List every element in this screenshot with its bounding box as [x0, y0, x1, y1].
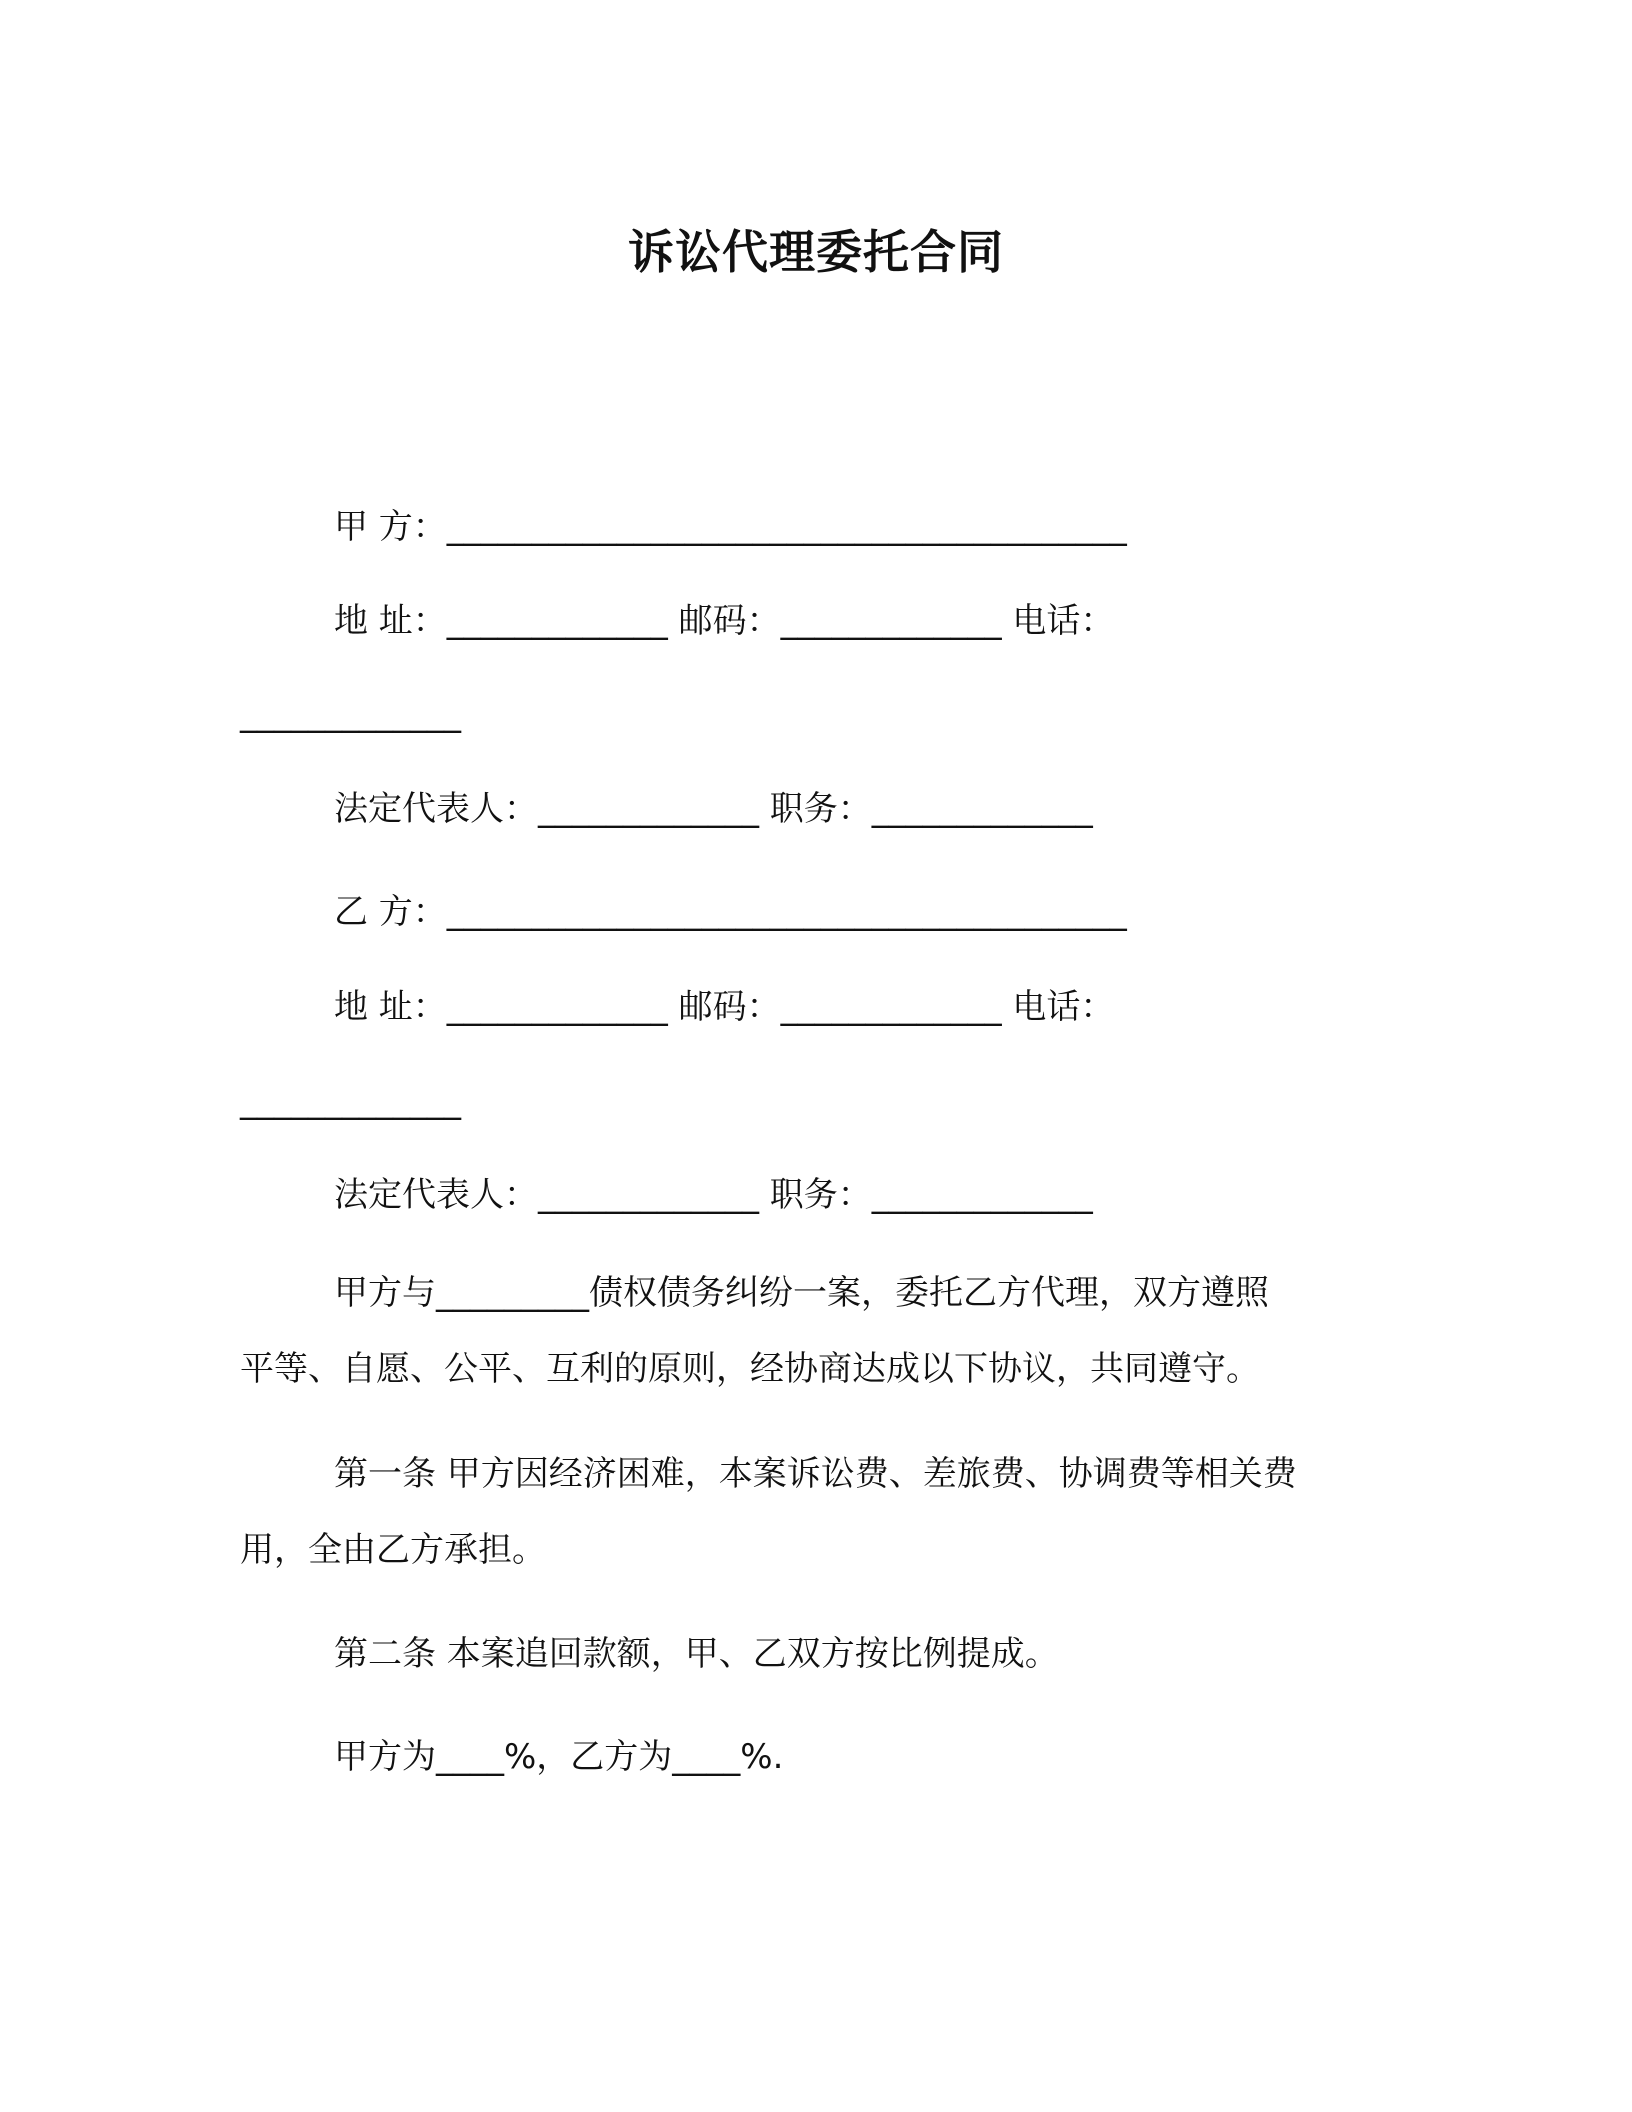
party-a-phone-blank: _____________	[240, 694, 461, 734]
article-2-line: 第二条 本案追回款额，甲、乙双方按比例提成。	[334, 1634, 1059, 1674]
party-a-address-line: 地 址：_____________ 邮码：_____________ 电话：	[334, 601, 1115, 641]
article-2-ratio-line: 甲方为____%，乙方为____%.	[334, 1737, 784, 1777]
party-b-phone-blank: _____________	[240, 1081, 461, 1121]
party-a-representative-line: 法定代表人：_____________ 职务：_____________	[334, 789, 1093, 829]
party-b-address-line: 地 址：_____________ 邮码：_____________ 电话：	[334, 987, 1115, 1027]
party-b-name-line: 乙 方：________________________________________	[334, 892, 1127, 932]
preamble-line-2: 平等、自愿、公平、互利的原则，经协商达成以下协议，共同遵守。	[240, 1349, 1260, 1389]
preamble-line-1: 甲方与_________债权债务纠纷一案，委托乙方代理，双方遵照	[334, 1273, 1269, 1313]
document-title: 诉讼代理委托合同	[628, 225, 1004, 279]
party-a-name-line: 甲 方：________________________________________	[334, 507, 1127, 547]
article-1-line-1: 第一条 甲方因经济困难，本案诉讼费、差旅费、协调费等相关费	[334, 1454, 1297, 1494]
party-b-representative-line: 法定代表人：_____________ 职务：_____________	[334, 1175, 1093, 1215]
article-1-line-2: 用，全由乙方承担。	[240, 1530, 546, 1570]
